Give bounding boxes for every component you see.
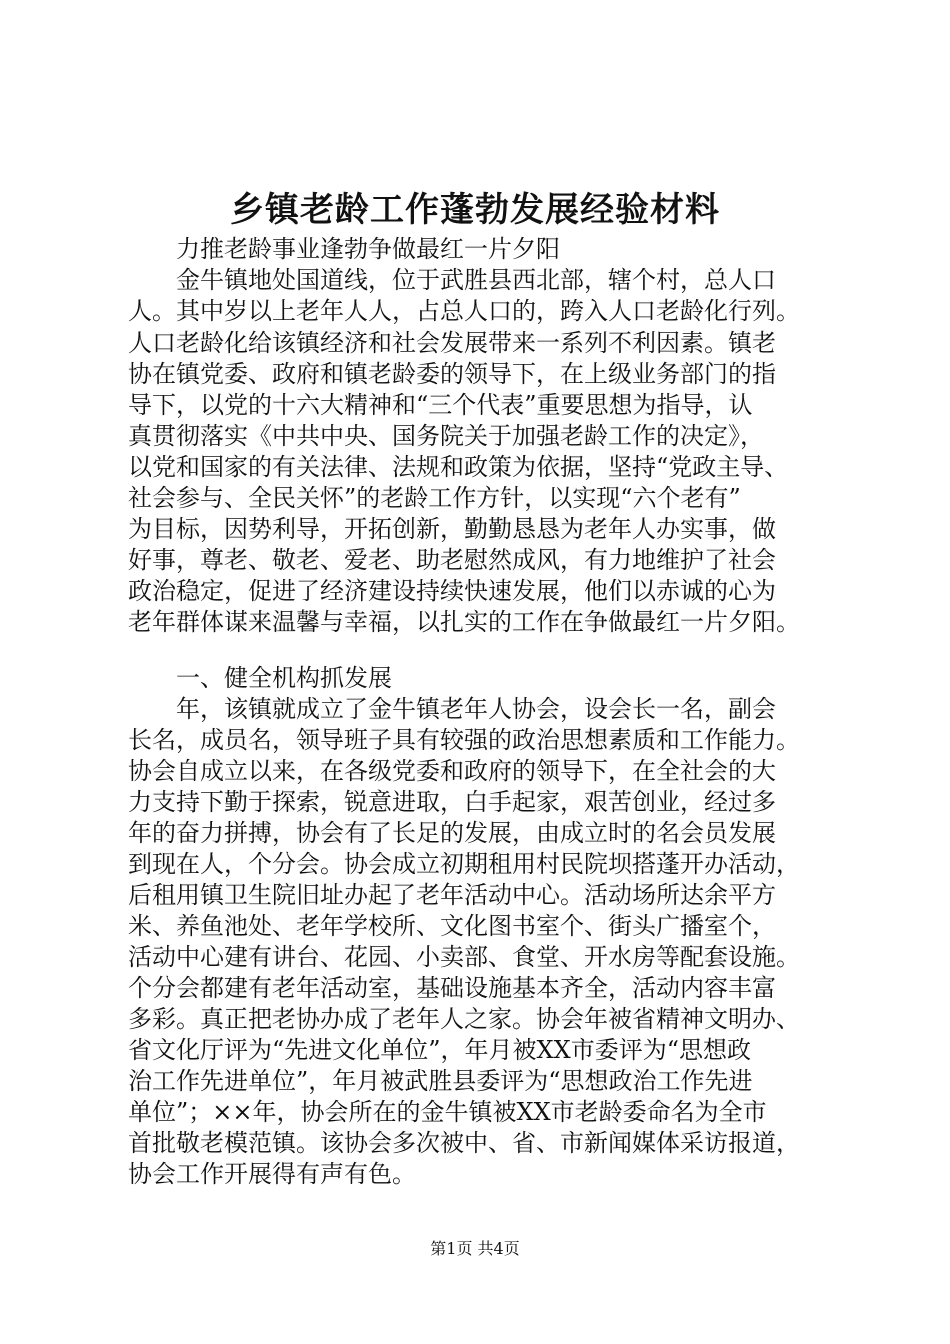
paragraph-line: 人。其中岁以上老年人人，占总人口的，跨入人口老龄化行列。 (128, 297, 800, 325)
paragraph-line: 多彩。真正把老协办成了老年人之家。协会年被省精神文明办、 (128, 1005, 800, 1033)
paragraph-line: 长名，成员名，领导班子具有较强的政治思想素质和工作能力。 (128, 726, 800, 754)
paragraph-line: 个分会都建有老年活动室，基础设施基本齐全，活动内容丰富 (128, 974, 776, 1002)
paragraph-line: 活动中心建有讲台、花园、小卖部、食堂、开水房等配套设施。 (128, 943, 800, 971)
paragraph-line: 首批敬老模范镇。该协会多次被中、省、市新闻媒体采访报道， (128, 1129, 800, 1157)
document-title: 乡镇老龄工作蓬勃发展经验材料 (230, 190, 720, 230)
document-subtitle: 力推老龄事业逢勃争做最红一片夕阳 (176, 235, 560, 263)
paragraph-line: 老年群体谋来温馨与幸福，以扎实的工作在争做最红一片夕阳。 (128, 608, 800, 636)
paragraph-line: 为目标，因势利导，开拓创新，勤勤恳恳为老年人办实事，做 (128, 515, 776, 543)
paragraph-line: 年的奋力拼搏，协会有了长足的发展，由成立时的名会员发展 (128, 819, 776, 847)
paragraph-line: 省文化厅评为“先进文化单位”，年月被XX市委评为“思想政 (128, 1036, 751, 1064)
paragraph-line: 协会自成立以来，在各级党委和政府的领导下，在全社会的大 (128, 757, 776, 785)
paragraph-line: 社会参与、全民关怀”的老龄工作方针，以实现“六个老有” (128, 484, 741, 512)
paragraph-line: 协在镇党委、政府和镇老龄委的领导下，在上级业务部门的指 (128, 360, 776, 388)
paragraph-line: 以党和国家的有关法律、法规和政策为依据，坚持“党政主导、 (128, 453, 789, 481)
paragraph-line: 政治稳定，促进了经济建设持续快速发展，他们以赤诚的心为 (128, 577, 776, 605)
paragraph-line: 导下，以党的十六大精神和“三个代表”重要思想为指导，认 (128, 391, 753, 419)
paragraph-line: 协会工作开展得有声有色。 (128, 1160, 416, 1188)
paragraph-line: 年，该镇就成立了金牛镇老年人协会，设会长一名，副会 (176, 695, 776, 723)
page-footer: 第1页 共4页 (430, 1239, 520, 1258)
paragraph-line: 米、养鱼池处、老年学校所、文化图书室个、街头广播室个， (128, 912, 776, 940)
paragraph-line: 真贯彻落实《中共中央、国务院关于加强老龄工作的决定》， (128, 422, 764, 450)
paragraph-line: 人口老龄化给该镇经济和社会发展带来一系列不利因素。镇老 (128, 329, 776, 357)
paragraph-line: 单位”；××年，协会所在的金牛镇被XX市老龄委命名为全市 (128, 1098, 767, 1126)
paragraph-line: 好事，尊老、敬老、爱老、助老慰然成风，有力地维护了社会 (128, 546, 776, 574)
paragraph-line: 到现在人，个分会。协会成立初期租用村民院坝搭蓬开办活动， (128, 850, 800, 878)
section-heading: 一、健全机构抓发展 (176, 664, 392, 692)
paragraph-line: 后租用镇卫生院旧址办起了老年活动中心。活动场所达余平方 (128, 881, 776, 909)
paragraph-line: 金牛镇地处国道线，位于武胜县西北部，辖个村，总人口 (176, 266, 776, 294)
paragraph-line: 力支持下勤于探索，锐意进取，白手起家，艰苦创业，经过多 (128, 788, 776, 816)
paragraph-line: 治工作先进单位”，年月被武胜县委评为“思想政治工作先进 (128, 1067, 753, 1095)
